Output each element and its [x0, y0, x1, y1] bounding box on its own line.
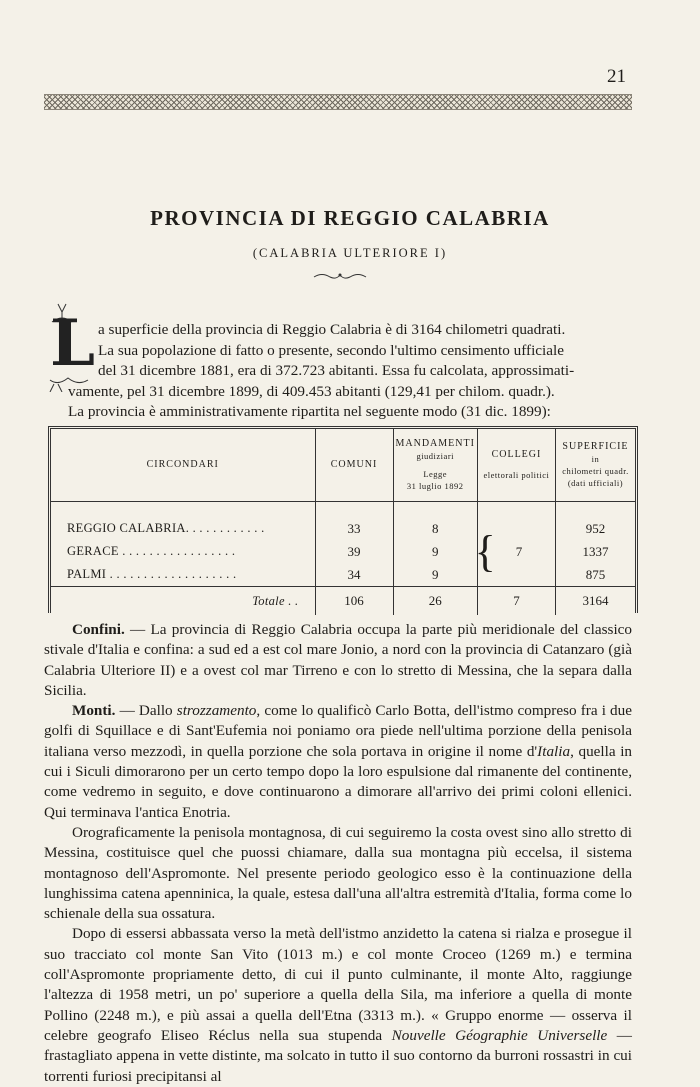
intro-paragraph [44, 320, 644, 423]
total-superficie: 3164 [555, 587, 635, 616]
header-circondari [51, 429, 315, 502]
table-row [51, 502, 635, 541]
intro-line: a superficie della provincia di Reggio Calabria è di 3164 chilometri quadrati. [98, 321, 566, 338]
row-name: GERACE . . . . . . . . . . . . . . . . . [67, 544, 236, 558]
total-mandamenti: 26 [393, 587, 477, 616]
total-collegi: 7 [477, 587, 555, 616]
header-comuni-label: COMUNI [330, 459, 378, 470]
monti-italic: Italia [537, 742, 571, 760]
row-comuni: 33 [315, 502, 393, 541]
body-text [44, 620, 632, 1087]
row-superficie: 952 [555, 502, 635, 541]
divider-flourish-icon [310, 270, 370, 282]
circondari-table [48, 426, 638, 613]
drop-cap-letter: L [50, 306, 95, 381]
confini-text: — La provincia di Reggio Calabria occupa la parte più meridionale del classico stivale d'Italia e confina: a sud ed a est col mare Jonio, a nord con la provincia di Catanzaro (già Calabria Ulteriore II) e a ovest col mar Tirreno e con lo stretto di Messina, che la separa dalla Sicilia. [44, 621, 632, 699]
row-comuni: 39 [315, 540, 393, 563]
monti-text: — Dallo [115, 702, 177, 720]
monti-italic: strozzamento [176, 702, 257, 720]
collegi-value: 7 [515, 543, 523, 559]
header-comuni [315, 429, 393, 502]
aspromonte-text: Dopo di essersi abbassata verso la metà dell'istmo anzidetto la catena si rialza e prosegue il suo tracciato col monte San Vito (1013 m.) e col monte Croceo (1269 m.) e termina coll'Aspromonte propriamente detto, di cui il punto culminante, il monte Alto, raggiunge l'altezza di 1958 metri, un po' superiore a quella della Sila, ma inferiore a quella di monte Pollino (2248 m.), e più assai a quella dell'Etna (3313 m.). « Gruppo enorme — osserva il celebre geografo Eliseo Réclus nella sua stupenda [44, 925, 632, 1044]
brace-icon: { [474, 526, 496, 576]
header-collegi [477, 429, 555, 502]
header-mandamenti-label: MANDAMENTI [395, 438, 475, 449]
row-name: PALMI . . . . . . . . . . . . . . . . . . . [67, 567, 237, 581]
page-title: PROVINCIA DI REGGIO CALABRIA [150, 206, 550, 230]
row-mandamenti: 9 [393, 563, 477, 587]
monti-text: , quella in cui i Siculi dimorarono per un certo tempo dopo la loro espulsione dal rimanente del continente, come vedremo in seguito, e dove continuarono a dimorare all'arrivo dei primi coloni ellenici. Qui terminava l'antica Enotria. [44, 742, 633, 821]
monti-text: , come lo qualificò Carlo Botta, dell'istmo compreso fra i due golfi di Squillace e di Sant'Eufemia noi poniamo ora piede nell'ultima porzione della penisola italiana verso mezzodì, in quella porzione che sola portava in origine il nome d' [44, 702, 632, 760]
row-mandamenti: 9 [393, 540, 477, 563]
row-superficie: 875 [555, 563, 635, 587]
header-mandamenti-sub: 31 luglio 1892 [406, 481, 464, 491]
row-superficie: 1337 [555, 540, 635, 563]
header-mandamenti [393, 429, 477, 502]
intro-line: vamente, pel 31 dicembre 1899, di 409.453 abitanti (129,41 per chilom. quadr.). [68, 382, 555, 400]
header-mandamenti-sub: Legge [423, 469, 448, 479]
confini-heading: Confini. [72, 621, 125, 638]
header-collegi-sub: elettorali politici [483, 470, 550, 480]
row-name: REGGIO CALABRIA. . . . . . . . . . . . [67, 521, 265, 535]
total-comuni: 106 [315, 587, 393, 616]
row-mandamenti: 8 [393, 502, 477, 541]
row-comuni: 34 [315, 563, 393, 587]
monti-heading: Monti. [72, 702, 116, 720]
header-superficie [555, 429, 635, 502]
aspromonte-italic: Nouvelle Géographie Universelle [391, 1026, 608, 1044]
header-superficie-sub: chilometri quadr. [562, 466, 629, 476]
header-superficie-sub: in [591, 454, 600, 464]
table-total-row [51, 587, 635, 616]
page-number: 21 [607, 66, 626, 87]
header-superficie-label: SUPERFICIE [562, 441, 629, 452]
table-header-row [51, 429, 635, 502]
paragraph-confini [44, 620, 632, 701]
paragraph-monti [44, 701, 632, 823]
intro-line: del 31 dicembre 1881, era di 372.723 abitanti. Essa fu calcolata, approssimati- [98, 362, 575, 379]
paragraph-aspromonte [44, 924, 632, 1086]
aspromonte-text: — frastagliato appena in vette distinte, ma solcato in tutto il suo contorno da burroni rossastri in cui torrenti furiosi precipitansi al [44, 1026, 632, 1085]
header-ornament-band [44, 94, 632, 110]
page-subtitle: (CALABRIA ULTERIORE I) [252, 246, 448, 260]
circondari-table-grid [51, 429, 635, 615]
header-collegi-label: COLLEGI [491, 449, 542, 460]
header-mandamenti-sub: giudiziari [416, 451, 455, 461]
total-label: Totale . . [51, 587, 315, 616]
paragraph-orografia: Orograficamente la penisola montagnosa, di cui seguiremo la costa ovest sino allo stretto di Messina, costituisce quel che puossi chiamare, dalla sua montagna più eccelsa, il sistema montagnoso dell'Aspromonte. Nel presente periodo geologico esso è la continuazione della lunghissima catena apenninica, la quale, estesa dall'una all'altra estremità d'Italia, forma come lo schienale della sua ossatura. [44, 823, 632, 923]
row-collegi-shared [474, 502, 555, 587]
intro-line: La provincia è amministrativamente ripartita nel seguente modo (31 dic. 1899): [68, 403, 551, 420]
header-superficie-sub: (dati ufficiali) [567, 478, 624, 488]
header-circondari-label: CIRCONDARI [146, 459, 219, 470]
intro-line: La sua popolazione di fatto o presente, secondo l'ultimo censimento ufficiale [98, 341, 564, 359]
